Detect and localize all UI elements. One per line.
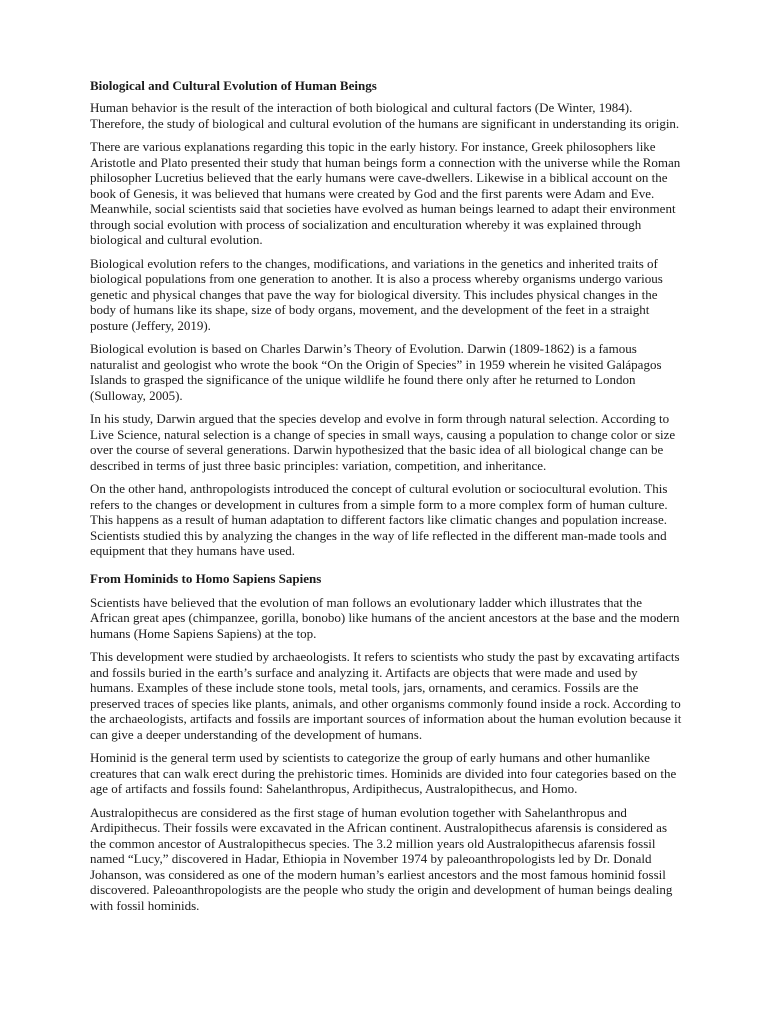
paragraph-intro: Human behavior is the result of the interaction of both biological and cultural factors (De Winter, 1984). Therefore, the study of biological and cultural evolution of the humans are significant in understanding its origin.: [90, 100, 680, 131]
paragraph-early-history: There are various explanations regarding this topic in the early history. For instance, Greek philosophers like Aristotle and Plato presented their study that human beings form a connection with the universe while the Roman philosopher Lucretius believed that the early humans were cave-dwellers. Likewise in a biblical account on the book of Genesis, it was believed that humans were created by God and the first parents were Adam and Eve. Meanwhile, social scientists said that societies have evolved as human beings learned to adapt their environment through social evolution with process of socialization and enculturation whereby it was explained through biological and cultural evolution.: [90, 139, 681, 247]
paragraph-evolutionary-ladder: Scientists have believed that the evolution of man follows an evolutionary ladder which illustrates that the African great apes (chimpanzee, gorilla, bonobo) like humans of the ancient ancestors at the base and the modern humans (Home Sapiens Sapiens) at the top.: [90, 594, 680, 641]
paragraph-australopithecus: Australopithecus are considered as the first stage of human evolution together with Sahelanthropus and Ardipithecus. Their fossils were excavated in the African continent. Australopithecus afarensis is considered as the common ancestor of Australopithecus species. The 3.2 million years old Australopithecus afarensis fossil named “Lucy,” discovered in Hadar, Ethiopia in November 1974 by paleoanthropologists led by Dr. Donald Johanson, was considered as one of the modern human’s earliest ancestors and the most famous hominid fossil discovered. Paleoanthropologists are the people who study the origin and development of human beings dealing with fossil hominids.: [90, 804, 673, 913]
paragraph-natural-selection: In his study, Darwin argued that the species develop and evolve in form through natural selection. According to Live Science, natural selection is a change of species in small ways, causing a population to change color or size over the course of several generations. Darwin hypothesized that the basic idea of all biological change can be described in terms of just three basic principles: variation, competition, and inheritance.: [90, 411, 676, 473]
paragraph-cultural-evolution: On the other hand, anthropologists introduced the concept of cultural evolution or sociocultural evolution. This refers to the changes or development in cultures from a simple form to a more complex form of human culture. This happens as a result of human adaptation to different factors like climatic changes and population increase. Scientists studied this by analyzing the changes in the way of life reflected in the different man-made tools and equipment that they humans have used.: [90, 481, 668, 558]
section-heading: From Hominids to Homo Sapiens Sapiens: [90, 570, 322, 586]
paragraph-biological-evolution: Biological evolution refers to the changes, modifications, and variations in the genetics and inherited traits of biological populations from one generation to another. It is also a process whereby organisms undergo various genetic and physical changes that pave the way for biological diversity. This includes physical changes in the body of humans like its shape, size of body organs, movement, and the development of the feet in a straight posture (Jeffery, 2019).: [90, 255, 663, 333]
paragraph-darwin-theory: Biological evolution is based on Charles Darwin’s Theory of Evolution. Darwin (1809-1862) is a famous naturalist and geologist who wrote the book “On the Origin of Species” in 1959 wherein he visited Galápagos Islands to grasped the significance of the unique wildlife he found there only after he returned to London (Sulloway, 2005).: [90, 341, 662, 403]
paragraph-hominid: Hominid is the general term used by scientists to categorize the group of early humans and other humanlike creatures that can walk erect during the prehistoric times. Hominids are divided into four categories based on the age of artifacts and fossils found: Sahelanthropus, Ardipithecus, Australopithecus, and Homo.: [90, 750, 677, 796]
document-title: Biological and Cultural Evolution of Human Beings: [90, 78, 377, 93]
paragraph-archaeologists: This development were studied by archaeologists. It refers to scientists who study the past by excavating artifacts and fossils buried in the earth’s surface and analyzing it. Artifacts are objects that were made and used by humans. Examples of these include stone tools, metal tools, jars, ornaments, and ceramics. Fossils are the preserved traces of species like plants, animals, and other organisms commonly found inside a rock. According to the archaeologists, artifacts and fossils are important sources of information about the human evolution because it can give a deeper understanding of the development of humans.: [90, 649, 682, 742]
